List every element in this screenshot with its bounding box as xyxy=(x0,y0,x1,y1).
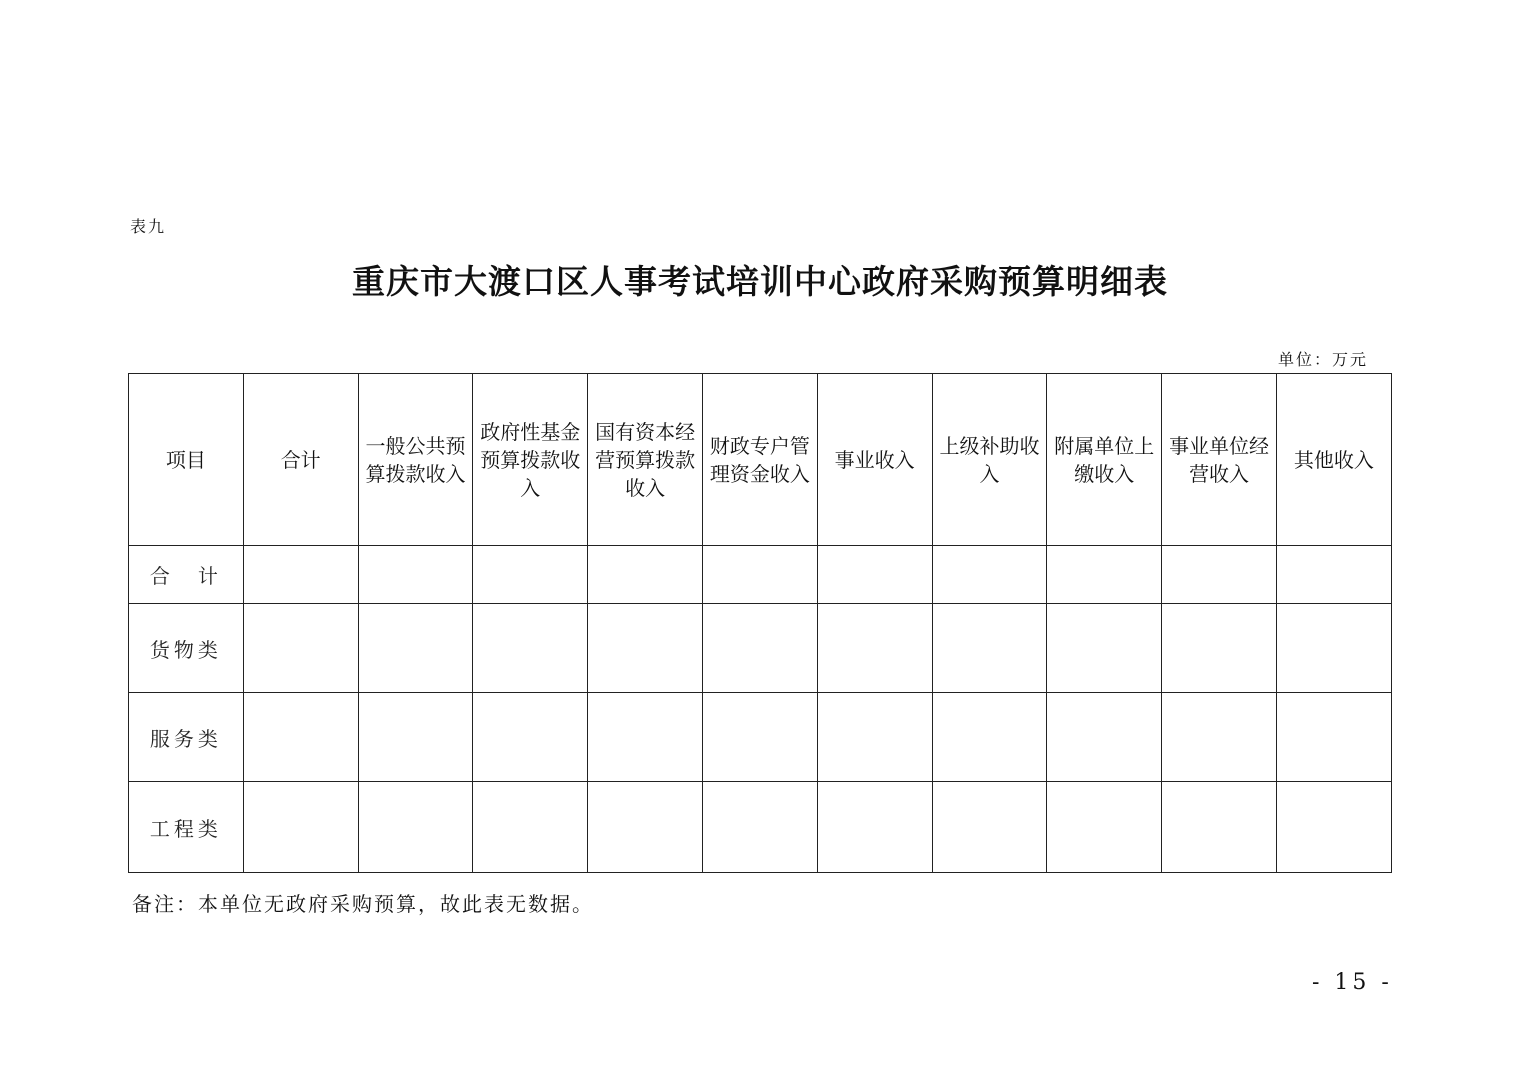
table-cell xyxy=(817,782,932,873)
table-cell xyxy=(817,604,932,693)
header-row xyxy=(129,374,1392,546)
table-cell xyxy=(817,546,932,604)
page-title: 重庆市大渡口区人事考试培训中心政府采购预算明细表 xyxy=(352,262,1168,301)
page-number: - 15 - xyxy=(1312,970,1393,995)
col-header-item: 项目 xyxy=(129,374,244,546)
table-label: 表九 xyxy=(130,217,167,236)
table-cell xyxy=(243,693,358,782)
unit-label: 单位：万元 xyxy=(1278,350,1369,369)
row-label: 工程类 xyxy=(129,782,244,873)
col-header-business-income: 事业收入 xyxy=(817,374,932,546)
table-row xyxy=(129,604,1392,693)
table-cell xyxy=(1047,693,1162,782)
table-cell xyxy=(702,546,817,604)
table-cell xyxy=(358,604,473,693)
footnote: 备注：本单位无政府采购预算，故此表无数据。 xyxy=(132,892,594,916)
col-header-state-capital: 国有资本经营预算拨款收入 xyxy=(588,374,703,546)
table-cell xyxy=(1276,693,1391,782)
table-cell xyxy=(588,546,703,604)
table-cell xyxy=(932,782,1047,873)
table-cell xyxy=(588,604,703,693)
table-cell xyxy=(358,782,473,873)
procurement-budget-table xyxy=(128,373,1392,873)
col-header-general-budget: 一般公共预算拨款收入 xyxy=(358,374,473,546)
table-cell xyxy=(932,604,1047,693)
col-header-gov-fund: 政府性基金预算拨款收入 xyxy=(473,374,588,546)
table-cell xyxy=(358,546,473,604)
table-cell xyxy=(1276,782,1391,873)
table-cell xyxy=(243,782,358,873)
table-cell xyxy=(1162,604,1277,693)
col-header-superior-subsidy: 上级补助收入 xyxy=(932,374,1047,546)
table-cell xyxy=(588,782,703,873)
table-cell xyxy=(702,782,817,873)
table-cell xyxy=(243,546,358,604)
table-cell xyxy=(1162,693,1277,782)
col-header-fiscal-account: 财政专户管理资金收入 xyxy=(702,374,817,546)
table-row xyxy=(129,693,1392,782)
table-row xyxy=(129,546,1392,604)
table-cell xyxy=(932,546,1047,604)
table-cell xyxy=(243,604,358,693)
row-label: 服务类 xyxy=(129,693,244,782)
table-cell xyxy=(473,604,588,693)
col-header-other-income: 其他收入 xyxy=(1276,374,1391,546)
table-cell xyxy=(473,782,588,873)
table-cell xyxy=(473,693,588,782)
col-header-operating-income: 事业单位经营收入 xyxy=(1162,374,1277,546)
row-label: 合 计 xyxy=(129,546,244,604)
table-cell xyxy=(588,693,703,782)
table-cell xyxy=(1276,546,1391,604)
col-header-total: 合计 xyxy=(243,374,358,546)
table-cell xyxy=(1276,604,1391,693)
table-cell xyxy=(1047,546,1162,604)
col-header-subsidiary-payment: 附属单位上缴收入 xyxy=(1047,374,1162,546)
table-cell xyxy=(358,693,473,782)
table-cell xyxy=(1162,546,1277,604)
table-cell xyxy=(1047,604,1162,693)
table-cell xyxy=(702,604,817,693)
table-cell xyxy=(473,546,588,604)
table-cell xyxy=(702,693,817,782)
table-cell xyxy=(1047,782,1162,873)
table-cell xyxy=(932,693,1047,782)
table-row xyxy=(129,782,1392,873)
table-cell xyxy=(817,693,932,782)
row-label: 货物类 xyxy=(129,604,244,693)
table-cell xyxy=(1162,782,1277,873)
